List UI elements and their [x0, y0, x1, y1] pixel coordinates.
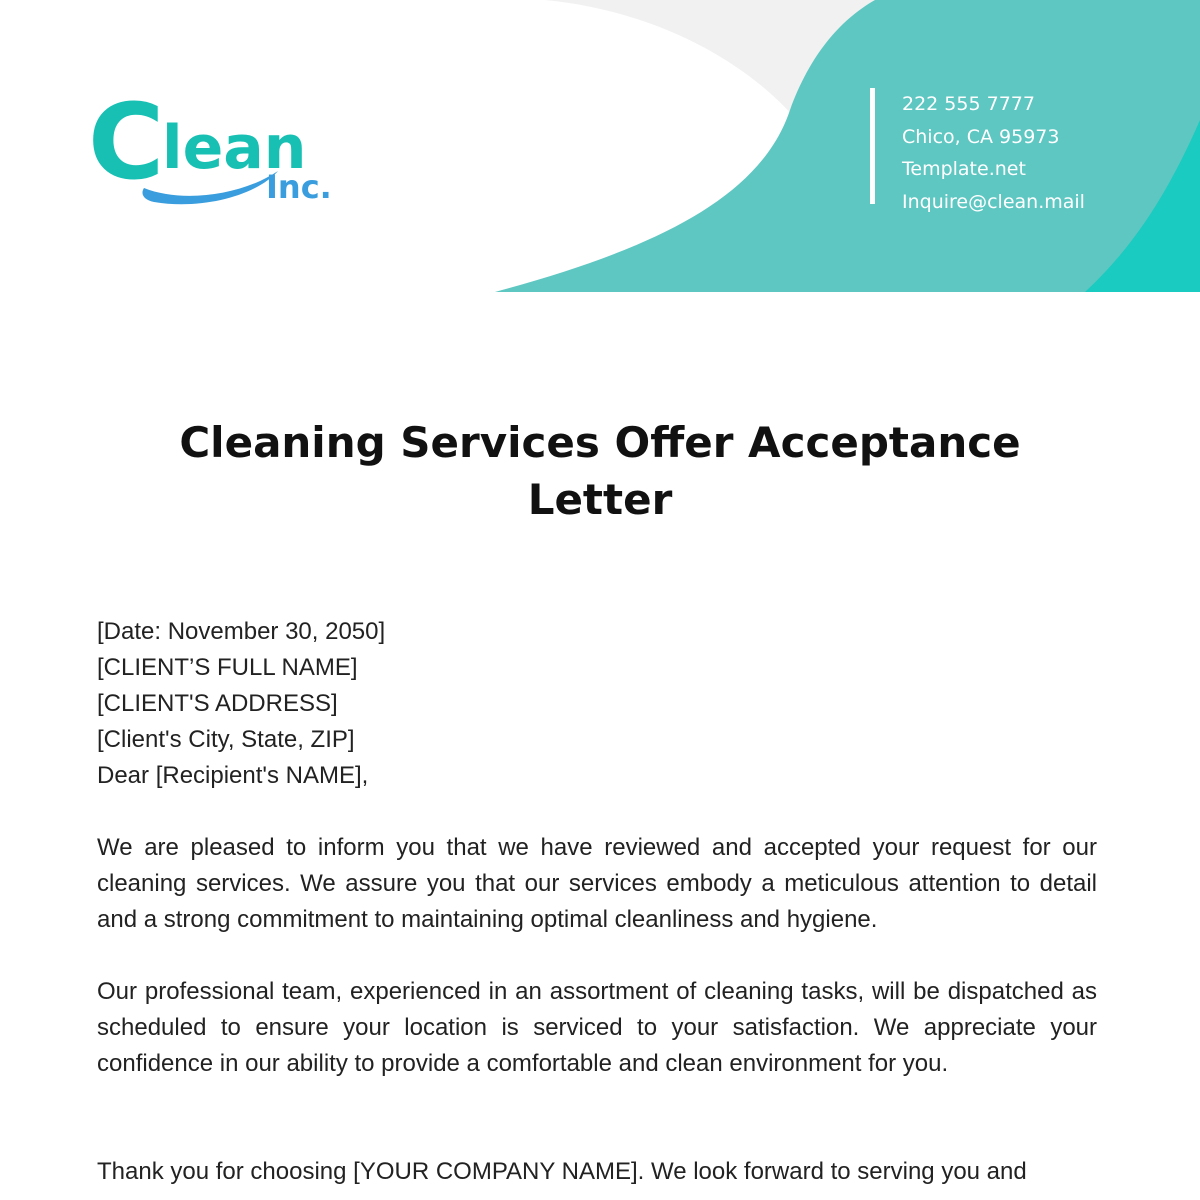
body-paragraph-2: Our professional team, experienced in an assortment of cleaning tasks, will be dispatched as scheduled to ensure your location is serviced to your satisfaction. We appreciate your confidence in our ability to provide a comfortable and clean environment for you. [97, 978, 1097, 1077]
client-address: [CLIENT'S ADDRESS] [97, 690, 338, 717]
client-name: [CLIENT’S FULL NAME] [97, 654, 358, 681]
company-logo [86, 76, 356, 216]
salutation: Dear [Recipient's NAME], [97, 762, 369, 789]
contact-website: Template.net [902, 158, 1026, 180]
client-city: [Client's City, State, ZIP] [97, 726, 355, 753]
body-paragraph-1: We are pleased to inform you that we have reviewed and accepted your request for our cleaning services. We assure you that our services embody a meticulous attention to detail and a strong commitment to maintaining optimal cleanliness and hygiene. [97, 834, 1097, 933]
contact-location: Chico, CA 95973 [902, 125, 1060, 148]
logo-sub: Inc. [266, 168, 332, 206]
letter-title: Cleaning Services Offer Acceptance Letter [179, 418, 1021, 524]
logo-word: lean [162, 113, 307, 183]
body-paragraph-3: Thank you for choosing [YOUR COMPANY NAME]. We look forward to serving you and [97, 1158, 1027, 1185]
recipient-block [97, 614, 1097, 794]
contact-phone: 222 555 7777 [902, 93, 1035, 115]
logo-mark: C [88, 81, 165, 203]
contact-info [870, 88, 1085, 213]
header-teal-shape [495, 0, 1200, 292]
clean-inc-logo [86, 76, 356, 216]
contact-email: Inquire@clean.mail [902, 190, 1085, 213]
letter-date: [Date: November 30, 2050] [97, 618, 386, 645]
